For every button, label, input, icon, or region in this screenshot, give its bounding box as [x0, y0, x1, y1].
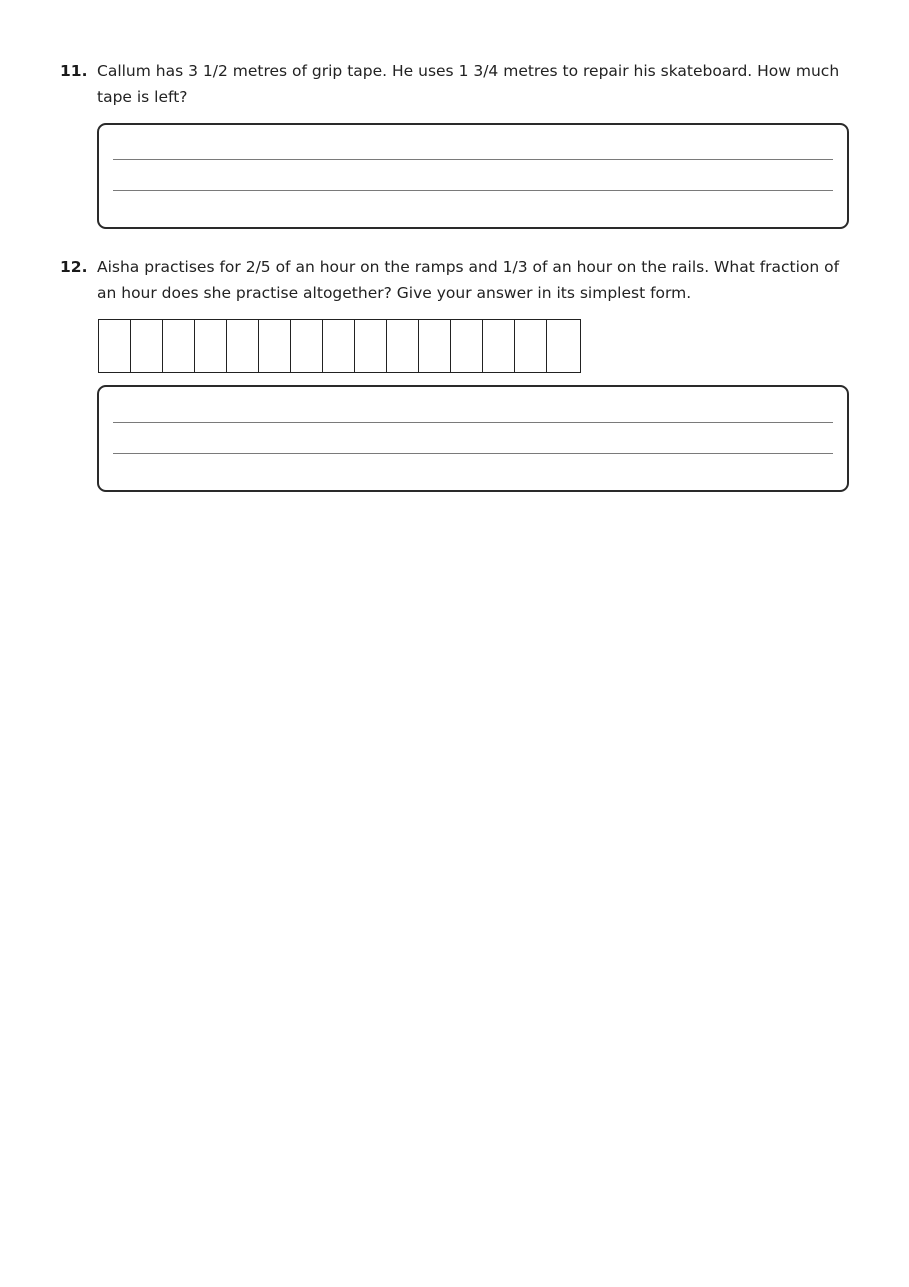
grid-cell[interactable] [99, 320, 131, 372]
grid-cell[interactable] [227, 320, 259, 372]
grid-cell[interactable] [131, 320, 163, 372]
answer-line [113, 190, 833, 191]
grid-cell[interactable] [547, 320, 579, 372]
answer-line [113, 159, 833, 160]
grid-cell[interactable] [515, 320, 547, 372]
grid-cell[interactable] [387, 320, 419, 372]
question-number: 12. [60, 258, 88, 276]
grid-cell[interactable] [259, 320, 291, 372]
answer-box-q11[interactable] [97, 123, 849, 229]
grid-cell[interactable] [483, 320, 515, 372]
question-number: 11. [60, 62, 88, 80]
grid-cell[interactable] [451, 320, 483, 372]
answer-box-q12[interactable] [97, 385, 849, 492]
question-text: Aisha practises for 2/5 of an hour on the ramps and 1/3 of an hour on the rails. What fraction of an hour does she practise altogether? Give your answer in its simplest form. [97, 258, 840, 302]
grid-cell[interactable] [419, 320, 451, 372]
answer-line [113, 422, 833, 423]
working-grid[interactable] [98, 319, 581, 373]
grid-cell[interactable] [291, 320, 323, 372]
grid-cell[interactable] [355, 320, 387, 372]
answer-line [113, 453, 833, 454]
grid-cell[interactable] [195, 320, 227, 372]
question-text: Callum has 3 1/2 metres of grip tape. He uses 1 3/4 metres to repair his skateboard. How much tape is left? [97, 62, 840, 106]
grid-cell[interactable] [163, 320, 195, 372]
question-12 [60, 254, 850, 314]
grid-cell[interactable] [323, 320, 355, 372]
